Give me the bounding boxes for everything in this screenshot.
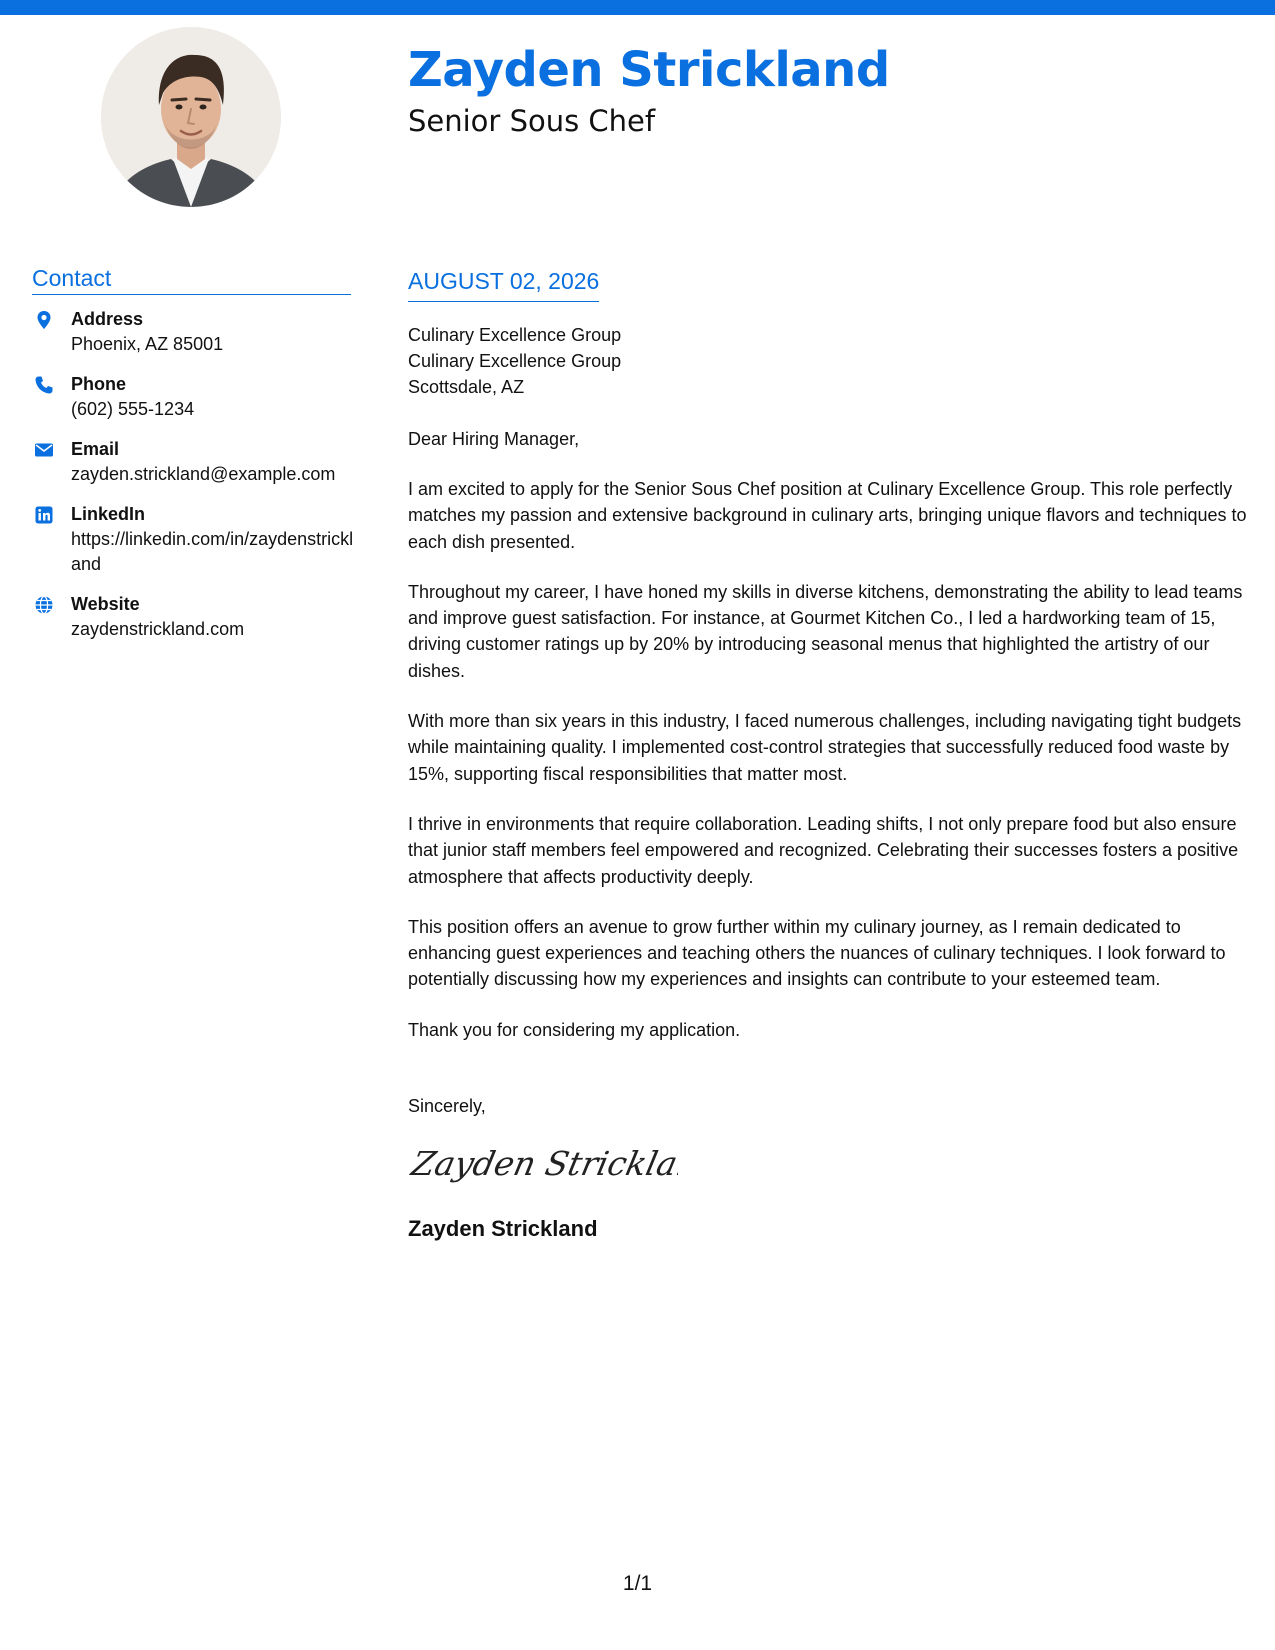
linkedin-icon [34, 505, 54, 525]
letter-body [408, 266, 1248, 1243]
contact-list [32, 307, 352, 642]
contact-label: LinkedIn [71, 504, 146, 524]
handwritten-signature [408, 1137, 678, 1191]
signature-graphic: Zayden Stricklan [408, 1144, 678, 1183]
contact-label: Address [71, 309, 144, 329]
recipient-line: Scottsdale, AZ [408, 377, 525, 397]
letter-closing: Sincerely, [408, 1096, 486, 1117]
letter-paragraph: With more than six years in this industry, I faced numerous challenges, including navigating tight budgets while maintaining quality. I implemented cost-control strategies that successfully reduced food waste by 15%, supporting fiscal responsibilities that matter most. [408, 711, 1242, 784]
contact-item-website [32, 592, 352, 642]
contact-label: Phone [71, 374, 127, 394]
recipient-line: Culinary Excellence Group [408, 351, 622, 371]
phone-value[interactable]: (602) 555-1234 [71, 399, 195, 419]
envelope-icon [34, 440, 54, 460]
contact-sidebar [32, 263, 352, 657]
letter-paragraph: Throughout my career, I have honed my skills in diverse kitchens, demonstrating the ability to lead teams and improve guest satisfaction. For instance, at Gourmet Kitchen Co., I led a hardworking team of 15, driving customer ratings up by 20% by introducing seasonal menus that highlighted the artistry of our dishes. [408, 581, 1243, 681]
contact-item-email [32, 437, 352, 487]
email-value[interactable]: zayden.strickland@example.com [71, 464, 336, 484]
profile-photo-illustration [101, 27, 281, 207]
candidate-title: Senior Sous Chef [408, 104, 656, 138]
contact-item-phone [32, 372, 352, 422]
contact-label: Email [71, 439, 120, 459]
address-value: Phoenix, AZ 85001 [71, 334, 224, 354]
location-pin-icon [34, 310, 54, 330]
letter-date: AUGUST 02, 2026 [408, 266, 599, 302]
website-value[interactable]: zaydenstrickland.com [71, 619, 245, 639]
contact-item-linkedin [32, 502, 352, 577]
profile-photo [101, 27, 281, 207]
letter-paragraph: I thrive in environments that require collaboration. Leading shifts, I not only prepare food but also ensure that junior staff members feel empowered and recognized. Celebrating their successes fosters a positive atmosphere that affects productivity deeply. [408, 813, 1239, 887]
contact-label: Website [71, 594, 140, 614]
letter-greeting: Dear Hiring Manager, [408, 429, 580, 449]
globe-icon [34, 595, 54, 615]
contact-section-title: Contact [32, 263, 351, 295]
page-number: 1/1 [622, 1572, 653, 1595]
phone-icon [34, 375, 54, 395]
letter-paragraph: Thank you for considering my application. [408, 1019, 741, 1040]
candidate-name: Zayden Strickland [408, 42, 890, 98]
signer-name: Zayden Strickland [408, 1216, 598, 1242]
letter-paragraph: I am excited to apply for the Senior Sous Chef position at Culinary Excellence Group. This role perfectly matches my passion and extensive background in culinary arts, bringing unique flavors and techniques to each dish presented. [408, 479, 1247, 552]
contact-item-address [32, 307, 352, 357]
linkedin-value[interactable]: https://linkedin.com/in/zaydenstrickland [71, 529, 354, 574]
top-accent-bar [0, 0, 1275, 15]
recipient-line: Culinary Excellence Group [408, 325, 622, 345]
recipient-block [408, 322, 1248, 400]
letter-paragraph: This position offers an avenue to grow further within my culinary journey, as I remain dedicated to enhancing guest experiences and teaching others the nuances of culinary techniques. I look forward to potentially discussing how my experiences and insights can contribute to your esteemed team. [408, 916, 1226, 990]
